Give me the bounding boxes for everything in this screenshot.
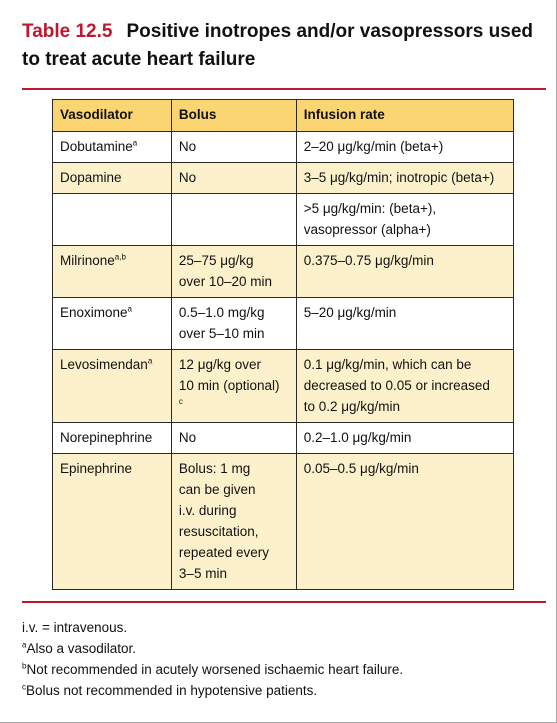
infusion-line: 0.1 μg/kg/min, which can be	[303, 357, 472, 372]
footnote-text: Bolus not recommended in hypotensive patients.	[26, 683, 318, 698]
footnote-marker: a	[127, 304, 132, 314]
infusion-line: 2–20 μg/kg/min (beta+)	[303, 139, 444, 154]
table-caption: Positive inotropes and/or vasopressors used to treat acute heart failure	[22, 21, 533, 70]
table-row	[53, 194, 514, 246]
table-row	[53, 246, 514, 298]
drug-name: Epinephrine	[60, 461, 133, 476]
bolus-cell	[171, 194, 296, 246]
header-row	[53, 100, 514, 132]
infusion-line: 3–5 μg/kg/min; inotropic (beta+)	[303, 170, 495, 185]
top-rule	[22, 88, 546, 90]
column-header: Infusion rate	[296, 100, 513, 132]
drug-cell	[53, 246, 172, 298]
drug-cell	[53, 454, 172, 590]
infusion-line: 0.375–0.75 μg/kg/min	[303, 253, 434, 268]
infusion-line: to 0.2 μg/kg/min	[303, 399, 401, 414]
bolus-line: No	[178, 139, 197, 154]
bolus-line: resuscitation,	[178, 524, 259, 539]
footnote	[22, 617, 403, 638]
footnote-marker: a	[22, 640, 27, 650]
infusion-cell	[296, 132, 513, 163]
infusion-cell	[296, 350, 513, 423]
infusion-line: decreased to 0.05 or increased	[303, 378, 490, 393]
footnote-marker: a,b	[114, 252, 126, 262]
infusion-line: >5 μg/kg/min: (beta+),	[303, 201, 437, 216]
bolus-line: No	[178, 170, 197, 185]
infusion-cell	[296, 454, 513, 590]
infusion-line: 0.2–1.0 μg/kg/min	[303, 430, 412, 445]
footnote-text: Also a vasodilator.	[26, 641, 137, 656]
drug-cell	[53, 423, 172, 454]
footnotes	[22, 617, 403, 701]
infusion-cell	[296, 194, 513, 246]
drug-cell	[53, 350, 172, 423]
bolus-cell	[171, 423, 296, 454]
bolus-cell	[171, 246, 296, 298]
bolus-line: can be given	[178, 482, 256, 497]
drug-name: Milrinone	[60, 253, 115, 268]
bolus-line: Bolus: 1 mg	[178, 461, 251, 476]
bolus-line: repeated every	[178, 545, 269, 560]
table-title	[22, 18, 542, 74]
bolus-line: 3–5 min	[178, 566, 227, 581]
bolus-cell	[171, 132, 296, 163]
infusion-cell	[296, 298, 513, 350]
drug-table	[52, 99, 514, 590]
infusion-line: 5–20 μg/kg/min	[303, 305, 397, 320]
drug-cell	[53, 194, 172, 246]
drug-name: Dobutamine	[60, 139, 133, 154]
column-header: Bolus	[171, 100, 296, 132]
infusion-cell	[296, 423, 513, 454]
table-row	[53, 350, 514, 423]
footnote-marker: c	[22, 682, 26, 692]
infusion-line: vasopressor (alpha+)	[303, 222, 431, 237]
bolus-line: No	[178, 430, 197, 445]
table-row	[53, 454, 514, 590]
infusion-line: 0.05–0.5 μg/kg/min	[303, 461, 419, 476]
table-row	[53, 298, 514, 350]
column-header: Vasodilator	[53, 100, 172, 132]
table-number: Table 12.5	[22, 21, 113, 42]
drug-name: Dopamine	[60, 170, 122, 185]
footnote	[22, 638, 403, 659]
drug-name: Norepinephrine	[60, 430, 153, 445]
drug-name: Enoximone	[60, 305, 128, 320]
bolus-line: 25–75 μg/kg	[178, 253, 254, 268]
bolus-cell	[171, 350, 296, 423]
bolus-line: over 5–10 min	[178, 326, 265, 341]
footnote-marker: a	[132, 138, 138, 148]
bolus-cell	[171, 454, 296, 590]
bolus-line: over 10–20 min	[178, 274, 272, 289]
bolus-line: i.v. during	[178, 503, 237, 518]
footnote-text: i.v. = intravenous.	[22, 620, 128, 635]
footnote-marker: b	[22, 661, 27, 671]
bolus-line: 10 min (optional)	[178, 378, 280, 393]
footnote	[22, 680, 403, 701]
table-row	[53, 132, 514, 163]
table-row	[53, 163, 514, 194]
bottom-rule	[22, 601, 546, 603]
bolus-cell	[171, 163, 296, 194]
bolus-line: 12 μg/kg over	[178, 357, 261, 372]
bolus-cell	[171, 298, 296, 350]
drug-cell	[53, 132, 172, 163]
footnote	[22, 659, 403, 680]
footnote-marker: a	[147, 356, 153, 366]
bolus-line: 0.5–1.0 mg/kg	[178, 305, 265, 320]
footnote-text: Not recommended in acutely worsened ischaemic heart failure.	[26, 662, 404, 677]
footnote-marker: c	[178, 397, 183, 406]
table-row	[53, 423, 514, 454]
drug-name: Levosimendan	[60, 357, 148, 372]
drug-cell	[53, 163, 172, 194]
infusion-cell	[296, 163, 513, 194]
infusion-cell	[296, 246, 513, 298]
drug-cell	[53, 298, 172, 350]
